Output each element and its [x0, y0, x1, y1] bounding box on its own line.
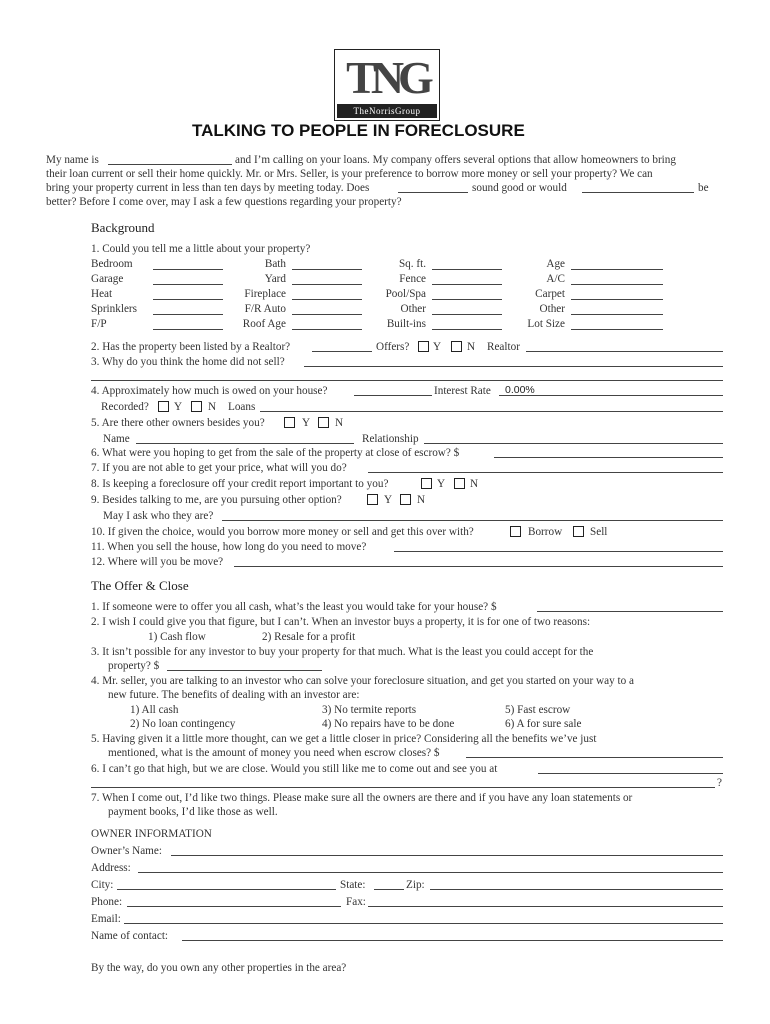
label-garage: Garage	[91, 273, 124, 285]
label-ac: A/C	[546, 273, 565, 285]
escrow-amount-field[interactable]	[466, 757, 723, 758]
offers-no-checkbox[interactable]	[451, 341, 462, 352]
relationship-field[interactable]	[424, 443, 723, 444]
label-sprinklers: Sprinklers	[91, 303, 137, 315]
owner-name-label: Name	[103, 433, 130, 445]
offer-q2: 2. I wish I could give you that figure, but I can’t. When an investor buys a property, it is for one of two reasons:	[91, 616, 591, 628]
label-sqft: Sq. ft.	[398, 258, 426, 270]
background-heading: Background	[91, 220, 155, 235]
other-option-yes-checkbox[interactable]	[367, 494, 378, 505]
borrow-checkbox[interactable]	[510, 526, 521, 537]
background-q9-ask: May I ask who they are?	[103, 510, 214, 522]
recorded-yes-checkbox[interactable]	[158, 401, 169, 412]
background-q12: 12. Where will you be move?	[91, 556, 224, 568]
owner-info-heading: OWNER INFORMATION	[91, 828, 212, 840]
why-not-sell-field[interactable]	[304, 366, 723, 367]
intro-line3a: bring your property current in less than ten days by meeting today. Does	[46, 182, 370, 194]
zip-label: Zip:	[406, 879, 425, 891]
closing-question: By the way, do you own any other properties in the area?	[91, 962, 347, 974]
logo-mark: TNG	[346, 52, 428, 103]
offer-heading: The Offer & Close	[91, 578, 189, 593]
owners-name-label: Owner’s Name:	[91, 845, 162, 857]
recorded-no-label: N	[208, 401, 217, 413]
caller-name-field[interactable]	[108, 164, 232, 165]
borrow-label: Borrow	[528, 526, 563, 538]
label-bedroom: Bedroom	[91, 258, 133, 270]
recorded-no-checkbox[interactable]	[191, 401, 202, 412]
realtor-label: Realtor	[487, 341, 520, 353]
credit-yes-checkbox[interactable]	[421, 478, 432, 489]
offer-q7a: 7. When I come out, I’d like two things. Please make sure all the owners are there and if you have any loan statements or	[91, 792, 633, 804]
who-they-are-field[interactable]	[222, 520, 723, 521]
label-carpet: Carpet	[535, 288, 565, 300]
carpet-field[interactable]	[571, 299, 663, 300]
city-field[interactable]	[117, 889, 336, 890]
sell-checkbox[interactable]	[573, 526, 584, 537]
relationship-label: Relationship	[362, 433, 419, 445]
page-title: TALKING TO PEOPLE IN FORECLOSURE	[192, 121, 525, 140]
offer-q4a: 4. Mr. seller, you are talking to an investor who can solve your foreclosure situation, and get you started on your way to a	[91, 675, 634, 687]
address-field[interactable]	[138, 872, 723, 873]
ac-field[interactable]	[571, 284, 663, 285]
background-q9: 9. Besides talking to me, are you pursuing other option?	[91, 494, 342, 506]
label-other1: Other	[400, 303, 426, 315]
credit-yes-label: Y	[437, 478, 446, 490]
background-q4: 4. Approximately how much is owed on your house?	[91, 385, 328, 397]
offer-reason2: 2) Resale for a profit	[262, 631, 356, 643]
fax-label: Fax:	[346, 896, 366, 908]
meeting-place-field[interactable]	[538, 773, 723, 774]
label-fp: F/P	[91, 318, 107, 330]
loans-field[interactable]	[260, 411, 723, 412]
hoped-sale-amount-field[interactable]	[494, 457, 723, 458]
background-q5: 5. Are there other owners besides you?	[91, 417, 265, 429]
phone-field[interactable]	[127, 906, 341, 907]
offers-yes-label: Y	[433, 341, 442, 353]
intro-line3b: sound good or would	[472, 182, 567, 194]
owners-name-field[interactable]	[171, 855, 723, 856]
label-built-ins: Built-ins	[386, 318, 426, 330]
offers-no-label: N	[467, 341, 476, 353]
offer-q3b: property? $	[108, 660, 160, 672]
intro-line4: better? Before I come over, may I ask a few questions regarding your property?	[46, 196, 402, 208]
offer-q4b: new future. The benefits of dealing with an investor are:	[108, 689, 360, 701]
contact-field[interactable]	[182, 940, 723, 941]
benefit-5: 5) Fast escrow	[505, 704, 571, 716]
offer-q5b: mentioned, what is the amount of money you need when escrow closes? $	[108, 747, 440, 759]
offer-q6-end: ?	[717, 777, 722, 789]
offer-q1: 1. If someone were to offer you all cash, what’s the least you would take for your house? $	[91, 601, 497, 613]
sell-label: Sell	[590, 526, 608, 538]
background-q3: 3. Why do you think the home did not sell?	[91, 356, 285, 368]
background-q10: 10. If given the choice, would you borrow more money or sell and get this over with?	[91, 526, 474, 538]
why-not-sell-field-2[interactable]	[91, 380, 723, 381]
least-accept-field[interactable]	[167, 670, 322, 671]
interest-rate-label: Interest Rate	[434, 385, 491, 397]
intro-line1b: and I’m calling on your loans. My company offers several options that allow homeowners to bring	[235, 154, 676, 166]
offer-q7b: payment books, I’d like those as well.	[108, 806, 278, 818]
label-pool-spa: Pool/Spa	[385, 288, 426, 300]
move-time-field[interactable]	[394, 551, 723, 552]
other-option-no-label: N	[417, 494, 426, 506]
background-q8: 8. Is keeping a foreclosure off your credit report important to you?	[91, 478, 389, 490]
background-q2: 2. Has the property been listed by a Realtor?	[91, 341, 291, 353]
label-yard: Yard	[264, 273, 286, 285]
credit-no-checkbox[interactable]	[454, 478, 465, 489]
realtor-field[interactable]	[526, 351, 723, 352]
label-bath: Bath	[264, 258, 286, 270]
other-owners-no-label: N	[335, 417, 344, 429]
meeting-time2-field[interactable]	[582, 192, 694, 193]
zip-field[interactable]	[430, 889, 723, 890]
other-option-yes-label: Y	[384, 494, 393, 506]
label-lot-size: Lot Size	[527, 318, 565, 330]
logo-band: TheNorrisGroup	[337, 104, 437, 118]
benefit-1: 1) All cash	[130, 704, 179, 716]
other-owners-no-checkbox[interactable]	[318, 417, 329, 428]
offer-q5a: 5. Having given it a little more thought, can we get a little closer in price? Considering all the benefits we’ve just	[91, 733, 597, 745]
email-field[interactable]	[124, 923, 723, 924]
label-fireplace: Fireplace	[244, 288, 286, 300]
label-fence: Fence	[399, 273, 426, 285]
background-q7: 7. If you are not able to get your price, what will you do?	[91, 462, 347, 474]
meeting-place-field-2[interactable]	[91, 787, 715, 788]
other-owner-name-field[interactable]	[136, 443, 354, 444]
offers-yes-checkbox[interactable]	[418, 341, 429, 352]
state-field[interactable]	[374, 889, 404, 890]
recorded-label: Recorded?	[101, 401, 149, 413]
move-where-field[interactable]	[234, 566, 723, 567]
least-cash-field[interactable]	[537, 611, 723, 612]
credit-no-label: N	[470, 478, 479, 490]
norris-group-logo	[334, 49, 440, 121]
other-option-no-checkbox[interactable]	[400, 494, 411, 505]
label-heat: Heat	[91, 288, 113, 300]
background-q1: 1. Could you tell me a little about your property?	[91, 243, 311, 255]
fax-field[interactable]	[368, 906, 723, 907]
benefit-2: 2) No loan contingency	[130, 718, 236, 730]
offer-q6: 6. I can’t go that high, but we are close. Would you still like me to come out and see you at	[91, 763, 498, 775]
intro-line1a: My name is	[46, 154, 99, 166]
benefit-6: 6) A for sure sale	[505, 718, 582, 730]
offers-label: Offers?	[376, 341, 410, 353]
benefit-3: 3) No termite reports	[322, 704, 417, 716]
address-label: Address:	[91, 862, 131, 874]
contact-label: Name of contact:	[91, 930, 169, 942]
intro-line2: their loan current or sell their home quickly. Mr. or Mrs. Seller, is your preference to borrow more money or sell your property? We can	[46, 168, 653, 180]
interest-rate-value[interactable]: 0.00%	[505, 384, 535, 396]
not-get-price-field[interactable]	[368, 472, 723, 473]
amount-owed-field[interactable]	[354, 395, 432, 396]
label-fr-auto: F/R Auto	[244, 303, 286, 315]
intro-line3c: be	[698, 182, 709, 194]
meeting-time1-field[interactable]	[398, 192, 468, 193]
other-owners-yes-label: Y	[302, 417, 311, 429]
benefit-4: 4) No repairs have to be done	[322, 718, 455, 730]
other2-field[interactable]	[571, 314, 663, 315]
lot-size-field[interactable]	[571, 329, 663, 330]
recorded-yes-label: Y	[174, 401, 183, 413]
background-q11: 11. When you sell the house, how long do you need to move?	[91, 541, 367, 553]
email-label: Email:	[91, 913, 121, 925]
state-label: State:	[340, 879, 366, 891]
interest-rate-field[interactable]	[499, 395, 723, 396]
label-other2: Other	[539, 303, 565, 315]
phone-label: Phone:	[91, 896, 123, 908]
offer-q3a: 3. It isn’t possible for any investor to buy your property for that much. What is the least you could accept for the	[91, 646, 594, 658]
background-q6: 6. What were you hoping to get from the sale of the property at close of escrow? $	[91, 447, 460, 459]
offer-reason1: 1) Cash flow	[148, 631, 206, 643]
listed-realtor-field[interactable]	[312, 351, 372, 352]
label-roof-age: Roof Age	[242, 318, 286, 330]
other-owners-yes-checkbox[interactable]	[284, 417, 295, 428]
city-label: City:	[91, 879, 114, 891]
loans-label: Loans	[228, 401, 256, 413]
label-age: Age	[546, 258, 565, 270]
age-field[interactable]	[571, 269, 663, 270]
